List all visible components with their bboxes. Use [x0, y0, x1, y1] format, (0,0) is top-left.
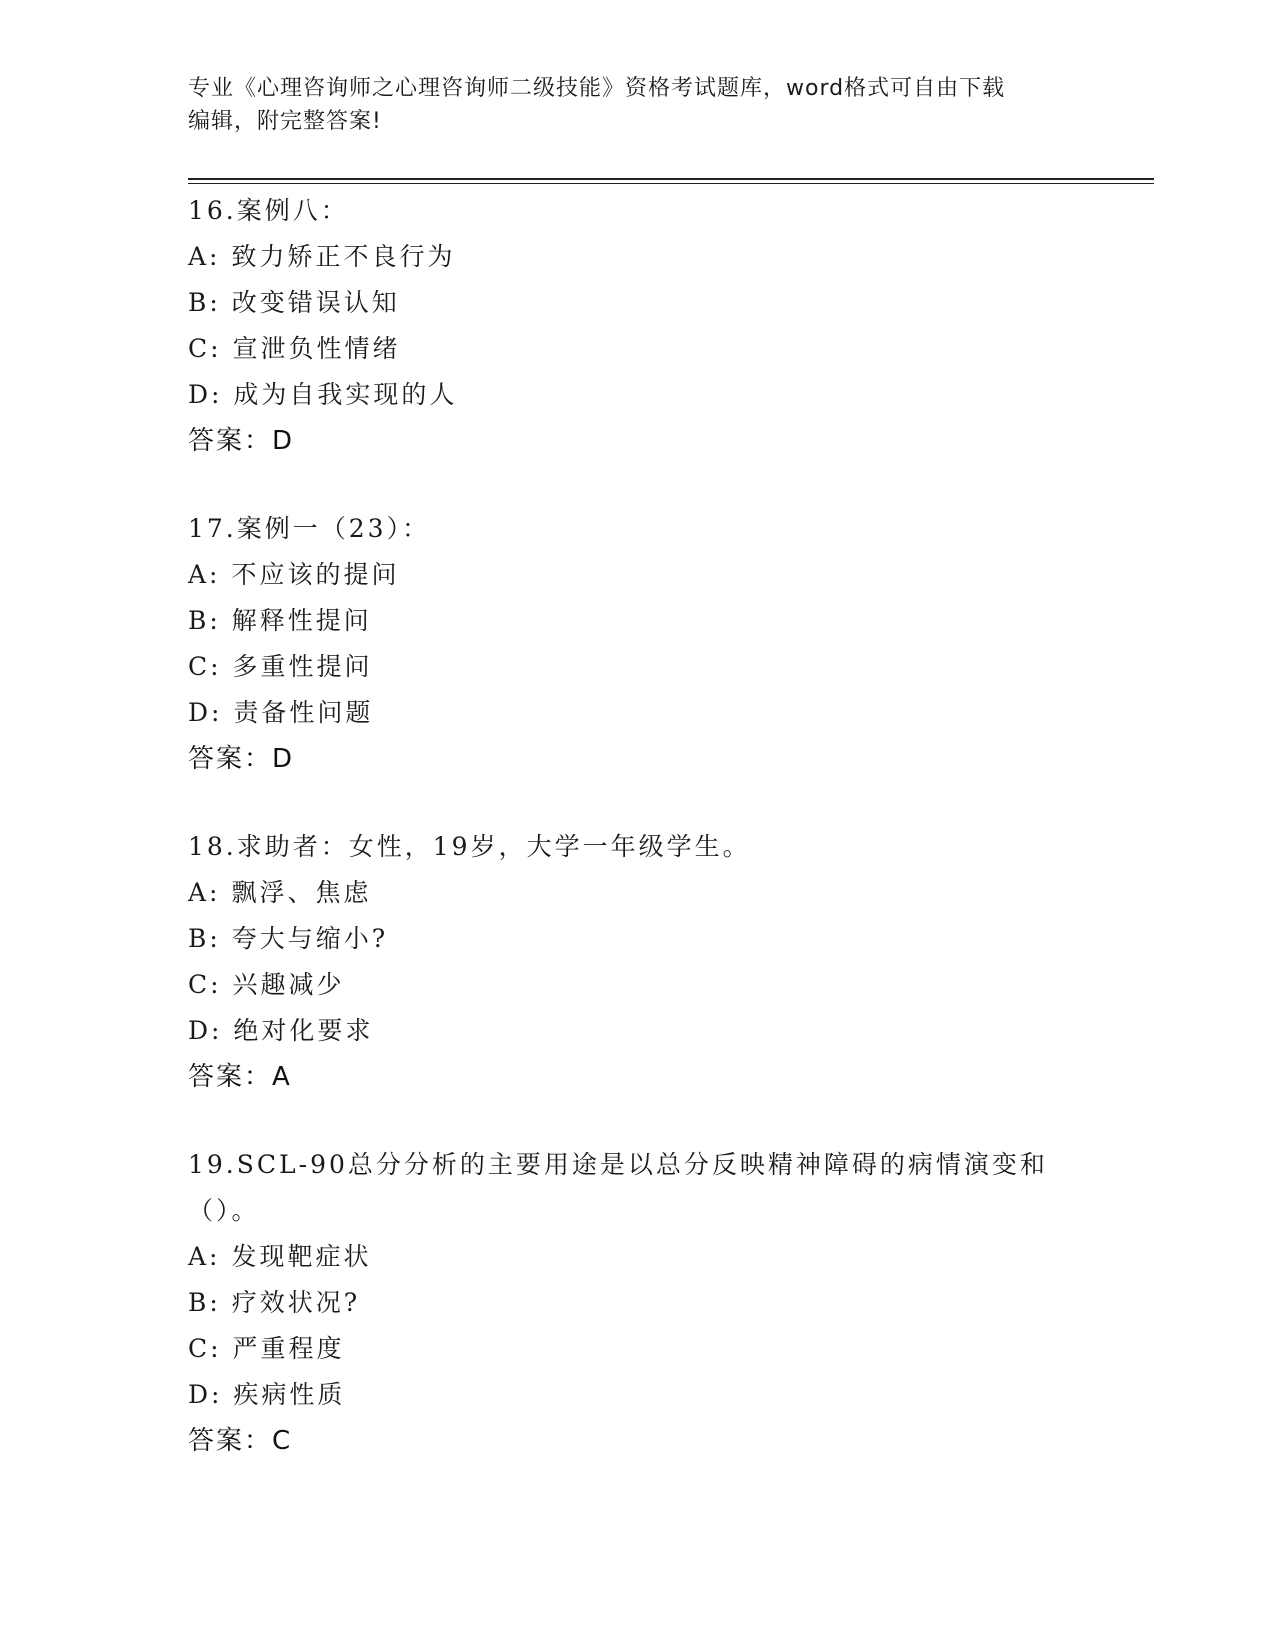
option-text: 多重性提问 [232, 652, 373, 681]
question-text: 案例八： [236, 196, 349, 225]
option-label: A: [188, 878, 221, 907]
option-d [188, 372, 1088, 418]
option-a [188, 552, 1088, 598]
option-label: D: [188, 1380, 223, 1409]
option-label: B: [188, 1288, 221, 1317]
option-c [188, 326, 1088, 372]
option-text: 严重程度 [232, 1334, 345, 1363]
question-17 [188, 506, 1088, 782]
option-text: 宣泄负性情绪 [232, 334, 401, 363]
option-b [188, 598, 1088, 644]
option-text: 发现靶症状 [231, 1242, 372, 1271]
answer-label: 答案： [188, 744, 273, 774]
option-b [188, 1280, 1088, 1326]
option-text: 成为自我实现的人 [233, 380, 458, 409]
option-d [188, 1008, 1088, 1054]
option-label: C: [188, 1334, 222, 1363]
option-b [188, 280, 1088, 326]
option-label: B: [188, 288, 221, 317]
answer-line [188, 1054, 1088, 1100]
option-text: 绝对化要求 [233, 1016, 374, 1045]
header-line-2: 编辑，附完整答案! [188, 109, 382, 134]
answer-value: D [272, 744, 295, 774]
question-18 [188, 824, 1088, 1100]
option-label: A: [188, 242, 221, 271]
question-number: 17. [188, 514, 237, 543]
option-label: B: [188, 606, 221, 635]
question-number: 18. [188, 832, 237, 861]
answer-label: 答案： [188, 426, 273, 456]
option-c [188, 1326, 1088, 1372]
answer-line [188, 736, 1088, 782]
question-stem [188, 506, 1068, 552]
option-label: D: [188, 380, 223, 409]
option-text: 致力矫正不良行为 [231, 242, 456, 271]
question-stem [188, 1142, 1068, 1234]
option-label: C: [188, 970, 222, 999]
option-text: 责备性问题 [233, 698, 374, 727]
option-d [188, 690, 1088, 736]
option-c [188, 644, 1088, 690]
option-text: 不应该的提问 [231, 560, 400, 589]
answer-value: A [272, 1062, 292, 1092]
option-text: 疗效状况? [231, 1288, 361, 1317]
question-text: 案例一（23）： [236, 514, 431, 543]
question-19 [188, 1142, 1088, 1464]
header-divider-thin [188, 183, 1154, 184]
answer-line [188, 418, 1088, 464]
question-16 [188, 188, 1088, 464]
header-divider-thick [188, 178, 1154, 180]
option-label: A: [188, 560, 221, 589]
option-label: A: [188, 1242, 221, 1271]
option-d [188, 1372, 1088, 1418]
answer-line [188, 1418, 1088, 1464]
question-number: 19. [188, 1150, 237, 1179]
header-line-1: 专业《心理咨询师之心理咨询师二级技能》资格考试题库，word格式可自由下载 [188, 76, 1006, 101]
question-text: SCL-90总分分析的主要用途是以总分反映精神障碍的病情演变和（）。 [188, 1150, 1048, 1225]
answer-value: C [272, 1426, 293, 1456]
question-number: 16. [188, 196, 237, 225]
option-text: 夸大与缩小? [231, 924, 389, 953]
answer-label: 答案： [188, 1426, 273, 1456]
answer-label: 答案： [188, 1062, 273, 1092]
option-text: 改变错误认知 [231, 288, 400, 317]
option-b [188, 916, 1088, 962]
document-header [188, 72, 1088, 138]
option-label: D: [188, 1016, 223, 1045]
answer-value: D [272, 426, 295, 456]
option-a [188, 234, 1088, 280]
option-a [188, 1234, 1088, 1280]
option-text: 解释性提问 [231, 606, 372, 635]
question-stem [188, 188, 1068, 234]
question-list [188, 188, 1088, 1506]
option-a [188, 870, 1088, 916]
option-label: C: [188, 652, 222, 681]
option-label: B: [188, 924, 221, 953]
option-c [188, 962, 1088, 1008]
option-label: D: [188, 698, 223, 727]
option-label: C: [188, 334, 222, 363]
option-text: 疾病性质 [233, 1380, 346, 1409]
option-text: 兴趣减少 [232, 970, 345, 999]
question-stem [188, 824, 1068, 870]
option-text: 飘浮、焦虑 [231, 878, 372, 907]
question-text: 求助者：女性，19岁，大学一年级学生。 [236, 832, 751, 861]
